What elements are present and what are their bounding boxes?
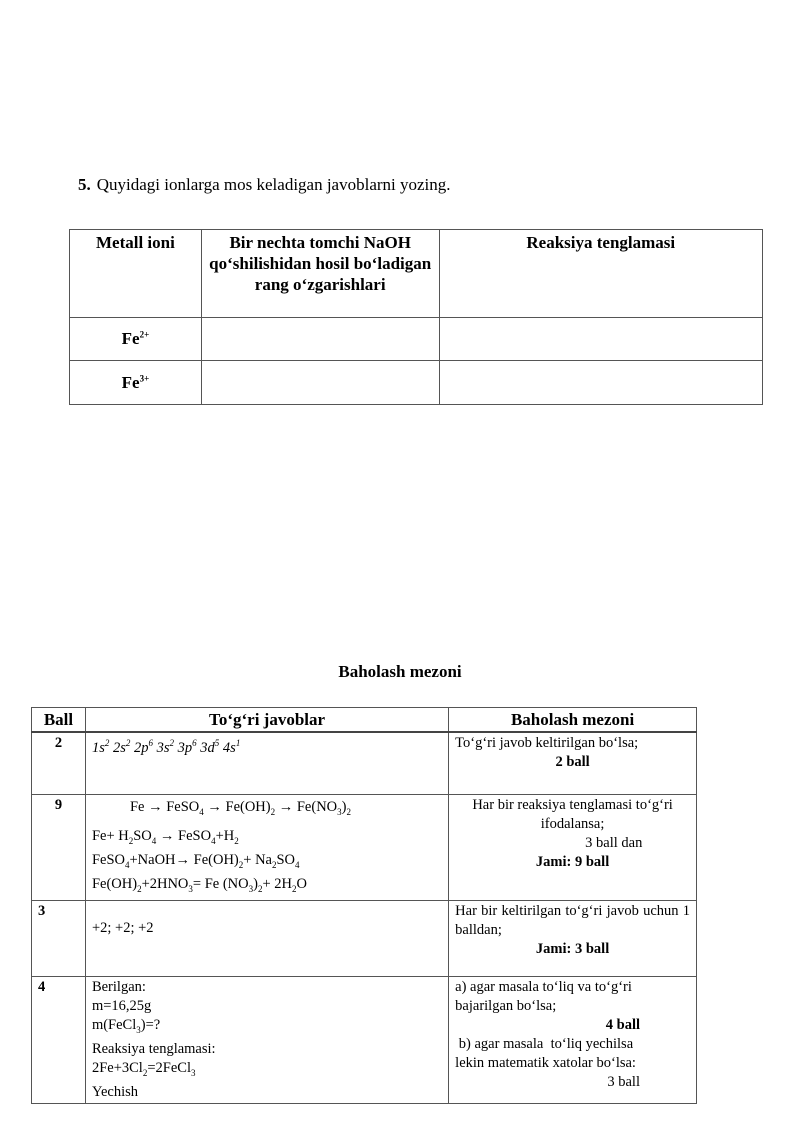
ball-cell: 4 — [32, 977, 86, 1104]
grading-title: Baholash mezoni — [338, 662, 462, 681]
question-text: Quyidagi ionlarga mos keladigan javoblarni yozing. — [96, 175, 451, 194]
ball-cell: 2 — [32, 732, 86, 794]
reaction-equations: Fe → FeSO$_4$ → $Fe(OH)_2 \to Fe(NO_3)_2$ $Fe+ H_2SO_4$ → $FeSO_4+H_2$ FeSO$_4$+NaOH→ $Fe(OH)_2+ Na_2SO_4$ $Fe(OH)_2+2HNO_3= Fe$ $(NO_3)_2+ 2H_2O$ — [85, 794, 448, 901]
grading-table — [31, 707, 697, 1104]
criterion-cell: To‘g‘ri javob keltirilgan bo‘lsa; 2 ball — [449, 732, 697, 794]
answer-cell-color-fe2[interactable] — [201, 318, 439, 361]
grading-row-9 — [32, 794, 697, 901]
ball-cell: 3 — [32, 901, 86, 977]
ion-row-fe3 — [70, 361, 763, 405]
ion-cell-fe2: $Fe^{2+}$ — [70, 318, 202, 361]
answer-cell-reaction-fe2[interactable] — [439, 318, 762, 361]
grading-header-row — [32, 708, 697, 733]
answer-cell-color-fe3[interactable] — [201, 361, 439, 405]
grading-row-2 — [32, 732, 697, 794]
solution-cell: Berilgan: m=16,25g m(FeCl$_3$)=? Reaksiya tenglamasi: $2Fe+3Cl_2=2FeCl_3$ Yechish — [85, 977, 448, 1104]
electron-configuration: $1s^2$ $2s^2$ $2p^6$ $3s^2$ $3p^6$ $3d^5$ $4s^1$ — [85, 732, 448, 794]
criterion-cell: Har bir keltirilgan to‘g‘ri javob uchun 1 balldan; Jami: 3 ball — [449, 901, 697, 977]
header-correct-answers: To‘g‘ri javoblar — [85, 708, 448, 733]
criterion-cell: Har bir reaksiya tenglamasi to‘g‘ri ifodalansa; 3 ball dan Jami: 9 ball — [449, 794, 697, 901]
ion-row-fe2 — [70, 318, 763, 361]
ball-cell: 9 — [32, 794, 86, 901]
header-reaction: Reaksiya tenglamasi — [439, 230, 762, 318]
header-criteria: Baholash mezoni — [449, 708, 697, 733]
header-ball: Ball — [32, 708, 86, 733]
ion-table-header-row — [70, 230, 763, 318]
answer-cell: +2; +2; +2 — [85, 901, 448, 977]
answer-cell-reaction-fe3[interactable] — [439, 361, 762, 405]
question-line — [78, 175, 451, 195]
question-number: 5. — [78, 175, 91, 194]
grading-row-3 — [32, 901, 697, 977]
grading-row-4 — [32, 977, 697, 1104]
ion-table — [69, 229, 763, 405]
header-color-change: Bir nechta tomchi NaOH qo‘shilishidan hosil bo‘ladigan rang o‘zgarishlari — [201, 230, 439, 318]
header-metal-ion: Metall ioni — [70, 230, 202, 318]
criterion-cell: a) agar masala to‘liq va to‘g‘ri bajarilgan bo‘lsa; 4 ball b) agar masala to‘liq yechilsa lekin matematik xatolar bo‘lsa: 3 ball — [449, 977, 697, 1104]
ion-cell-fe3: $Fe^{3+}$ — [70, 361, 202, 405]
